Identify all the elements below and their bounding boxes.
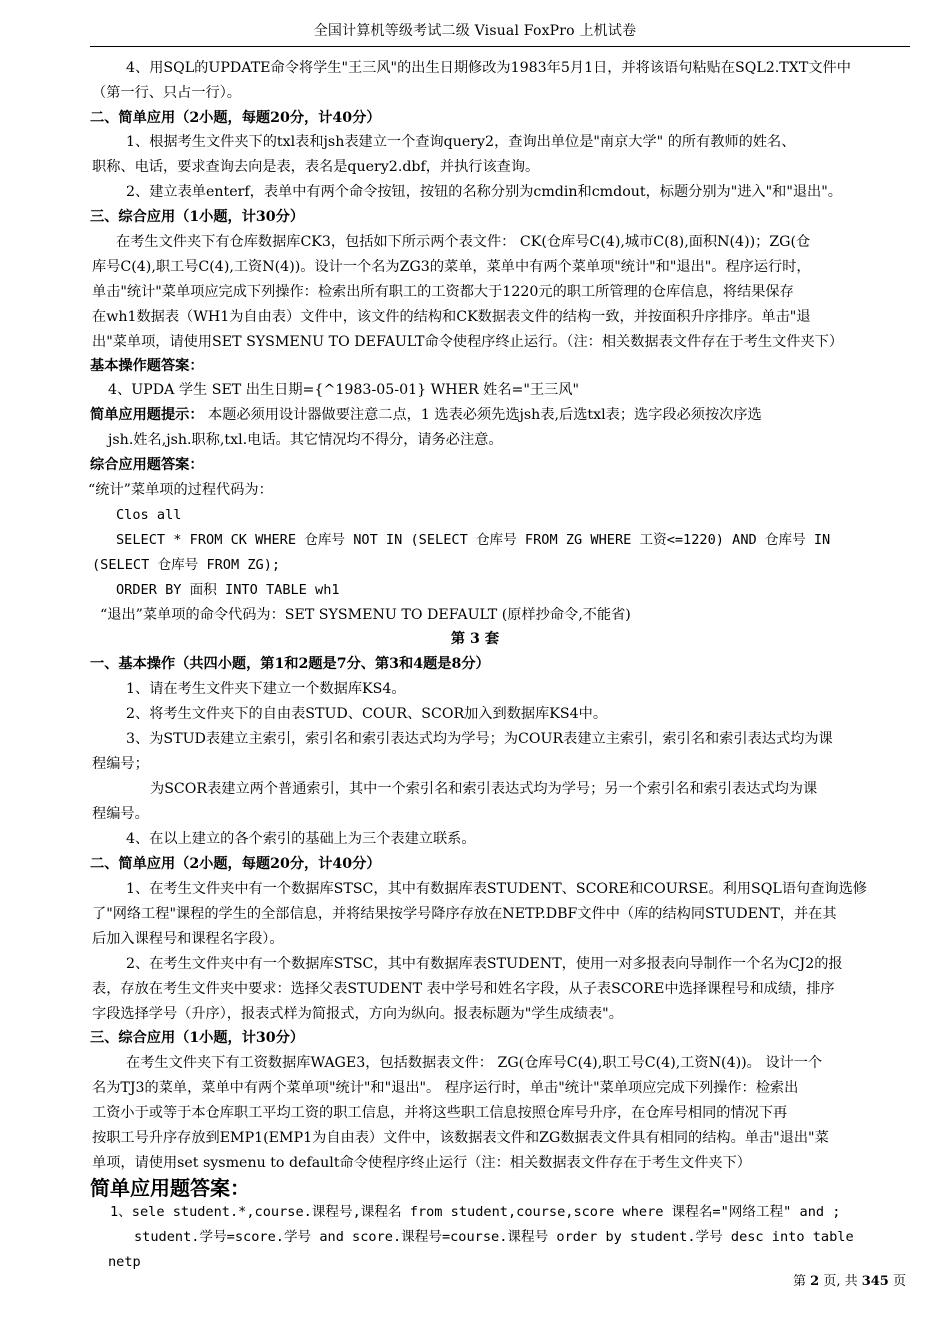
hint-line: jsh.姓名,jsh.职称,txl.电话。其它情况均不得分，请务必注意。 xyxy=(108,432,503,448)
footer-mid: 页, 共 xyxy=(819,1274,862,1289)
code-line: 1、sele student.*,course.课程号,课程名 from student,course,score where 课程名="网络工程" and ; xyxy=(110,1204,841,1220)
code-line: netp xyxy=(108,1254,141,1270)
section-heading: 三、综合应用（1小题，计30分） xyxy=(90,1030,305,1046)
body-line: 程编号。 xyxy=(92,806,149,822)
page-header-title: 全国计算机等级考试二级 Visual FoxPro 上机试卷 xyxy=(313,23,637,39)
body-line: 在考生文件夹下有仓库数据库CK3，包括如下所示两个表文件： CK(仓库号C(4),城市C(8),面积N(4))；ZG(仓 xyxy=(116,234,811,250)
answer-heading-large: 简单应用题答案： xyxy=(90,1176,250,1200)
body-line: 按职工号升序存放到EMP1(EMP1为自由表）文件中，该数据表文件和ZG数据表文件具有相同的结构。单击"退出"菜 xyxy=(92,1130,829,1146)
footer-prefix: 第 xyxy=(793,1274,811,1289)
body-line: 4、用SQL的UPDATE命令将学生"王三风"的出生日期修改为1983年5月1日，并将该语句粘贴在SQL2.TXT文件中 xyxy=(126,60,851,76)
body-line: 单击"统计"菜单项应完成下列操作：检索出所有职工的工资都大于1220元的职工所管理的仓库信息，将结果保存 xyxy=(92,284,794,300)
body-line: 4、在以上建立的各个索引的基础上为三个表建立联系。 xyxy=(126,831,476,847)
body-line: 职称、电话，要求查询去向是表，表名是query2.dbf，并执行该查询。 xyxy=(92,159,540,175)
section-heading: 二、简单应用（2小题，每题20分，计40分） xyxy=(90,110,381,126)
total-page-count: 345 xyxy=(861,1274,889,1289)
answer-heading: 综合应用题答案： xyxy=(90,457,204,473)
page-footer xyxy=(793,1272,906,1292)
body-line: 了"网络工程"课程的学生的全部信息，并将结果按学号降序存放在NETP.DBF文件中（库的结构同STUDENT，并在其 xyxy=(92,906,837,922)
code-line: ORDER BY 面积 INTO TABLE wh1 xyxy=(116,582,340,598)
footer-suffix: 页 xyxy=(888,1274,906,1289)
body-line: 名为TJ3的菜单，菜单中有两个菜单项"统计"和"退出"。 程序运行时，单击"统计"菜单项应完成下列操作：检索出 xyxy=(92,1080,799,1096)
body-line: 1、根据考生文件夹下的txl表和jsh表建立一个查询query2，查询出单位是"南京大学" 的所有教师的姓名、 xyxy=(126,134,796,150)
answer-line: “统计”菜单项的过程代码为： xyxy=(88,482,273,498)
code-line: Clos all xyxy=(116,507,182,523)
body-line: 3、为STUD表建立主索引，索引名和索引表达式均为学号；为COUR表建立主索引，索引名和索引表达式均为课 xyxy=(126,731,833,747)
body-line: （第一行、只占一行）。 xyxy=(92,85,241,101)
body-line: 在wh1数据表（WH1为自由表）文件中，该文件的结构和CK数据表文件的结构一致，并按面积升序排序。单击"退 xyxy=(92,309,811,325)
body-line: 库号C(4),职工号C(4),工资N(4))。设计一个名为ZG3的菜单，菜单中有两个菜单项"统计"和"退出"。程序运行时， xyxy=(92,259,811,275)
code-line: SELECT * FROM CK WHERE 仓库号 NOT IN (SELECT 仓库号 FROM ZG WHERE 工资<=1220) AND 仓库号 IN xyxy=(116,532,831,548)
set-title: 第 3 套 xyxy=(450,631,500,647)
code-line: student.学号=score.学号 and score.课程号=course.课程号 order by student.学号 desc into table xyxy=(134,1229,854,1245)
body-line: 单项，请使用set sysmenu to default命令使程序终止运行（注：相关数据表文件存在于考生文件夹下） xyxy=(92,1155,751,1171)
hint-label: 简单应用题提示： xyxy=(90,407,204,423)
body-line: 程编号； xyxy=(92,756,149,772)
body-line: 在考生文件夹下有工资数据库WAGE3，包括数据表文件： ZG(仓库号C(4),职工号C(4),工资N(4))。 设计一个 xyxy=(126,1055,823,1071)
section-heading: 三、综合应用（1小题，计30分） xyxy=(90,209,305,225)
body-line: 1、请在考生文件夹下建立一个数据库KS4。 xyxy=(126,681,406,697)
answer-line: “退出”菜单项的命令代码为：SET SYSMENU TO DEFAULT (原样抄命令,不能省) xyxy=(100,607,631,623)
body-line: 出"菜单项，请使用SET SYSMENU TO DEFAULT命令使程序终止运行。（注：相关数据表文件存在于考生文件夹下） xyxy=(92,334,844,350)
body-line: 后加入课程号和课程名字段）。 xyxy=(92,931,284,947)
current-page-number: 2 xyxy=(810,1274,820,1289)
body-line: 工资小于或等于本仓库职工平均工资的职工信息，并将这些职工信息按照仓库号升序，在仓库号相同的情况下再 xyxy=(92,1105,788,1121)
section-heading: 一、基本操作（共四小题，第1和2题是7分、第3和4题是8分） xyxy=(90,656,490,672)
body-line: 字段选择学号（升序），报表式样为简报式，方向为纵向。报表标题为"学生成绩表"。 xyxy=(92,1006,623,1022)
body-line: 2、将考生文件夹下的自由表STUD、COUR、SCOR加入到数据库KS4中。 xyxy=(126,706,608,722)
body-line: 2、在考生文件夹中有一个数据库STSC，其中有数据库表STUDENT，使用一对多报表向导制作一个名为CJ2的报 xyxy=(126,956,843,972)
hint-text: 本题必须用设计器做要注意二点，1 选表必须先选jsh表,后选txl表；选字段必须按次序选 xyxy=(203,407,762,423)
body-line: 表，存放在考生文件夹中要求：选择父表STUDENT 表中学号和姓名字段，从子表SCORE中选择课程号和成绩，排序 xyxy=(92,981,835,997)
body-line: 为SCOR表建立两个普通索引，其中一个索引名和索引表达式均为学号；另一个索引名和索引表达式均为课 xyxy=(150,781,818,797)
hint-line xyxy=(0,403,950,427)
answer-heading: 基本操作题答案： xyxy=(90,358,204,374)
header-divider xyxy=(90,46,910,47)
answer-line: 4、UPDA 学生 SET 出生日期={^1983-05-01} WHER 姓名="王三风" xyxy=(108,382,580,398)
body-line: 1、在考生文件夹中有一个数据库STSC，其中有数据库表STUDENT、SCORE和COURSE。利用SQL语句查询选修 xyxy=(126,881,867,897)
section-heading: 二、简单应用（2小题，每题20分，计40分） xyxy=(90,856,381,872)
code-line: (SELECT 仓库号 FROM ZG); xyxy=(92,557,281,573)
body-line: 2、建立表单enterf，表单中有两个命令按钮，按钮的名称分别为cmdin和cmdout，标题分别为"进入"和"退出"。 xyxy=(126,184,842,200)
